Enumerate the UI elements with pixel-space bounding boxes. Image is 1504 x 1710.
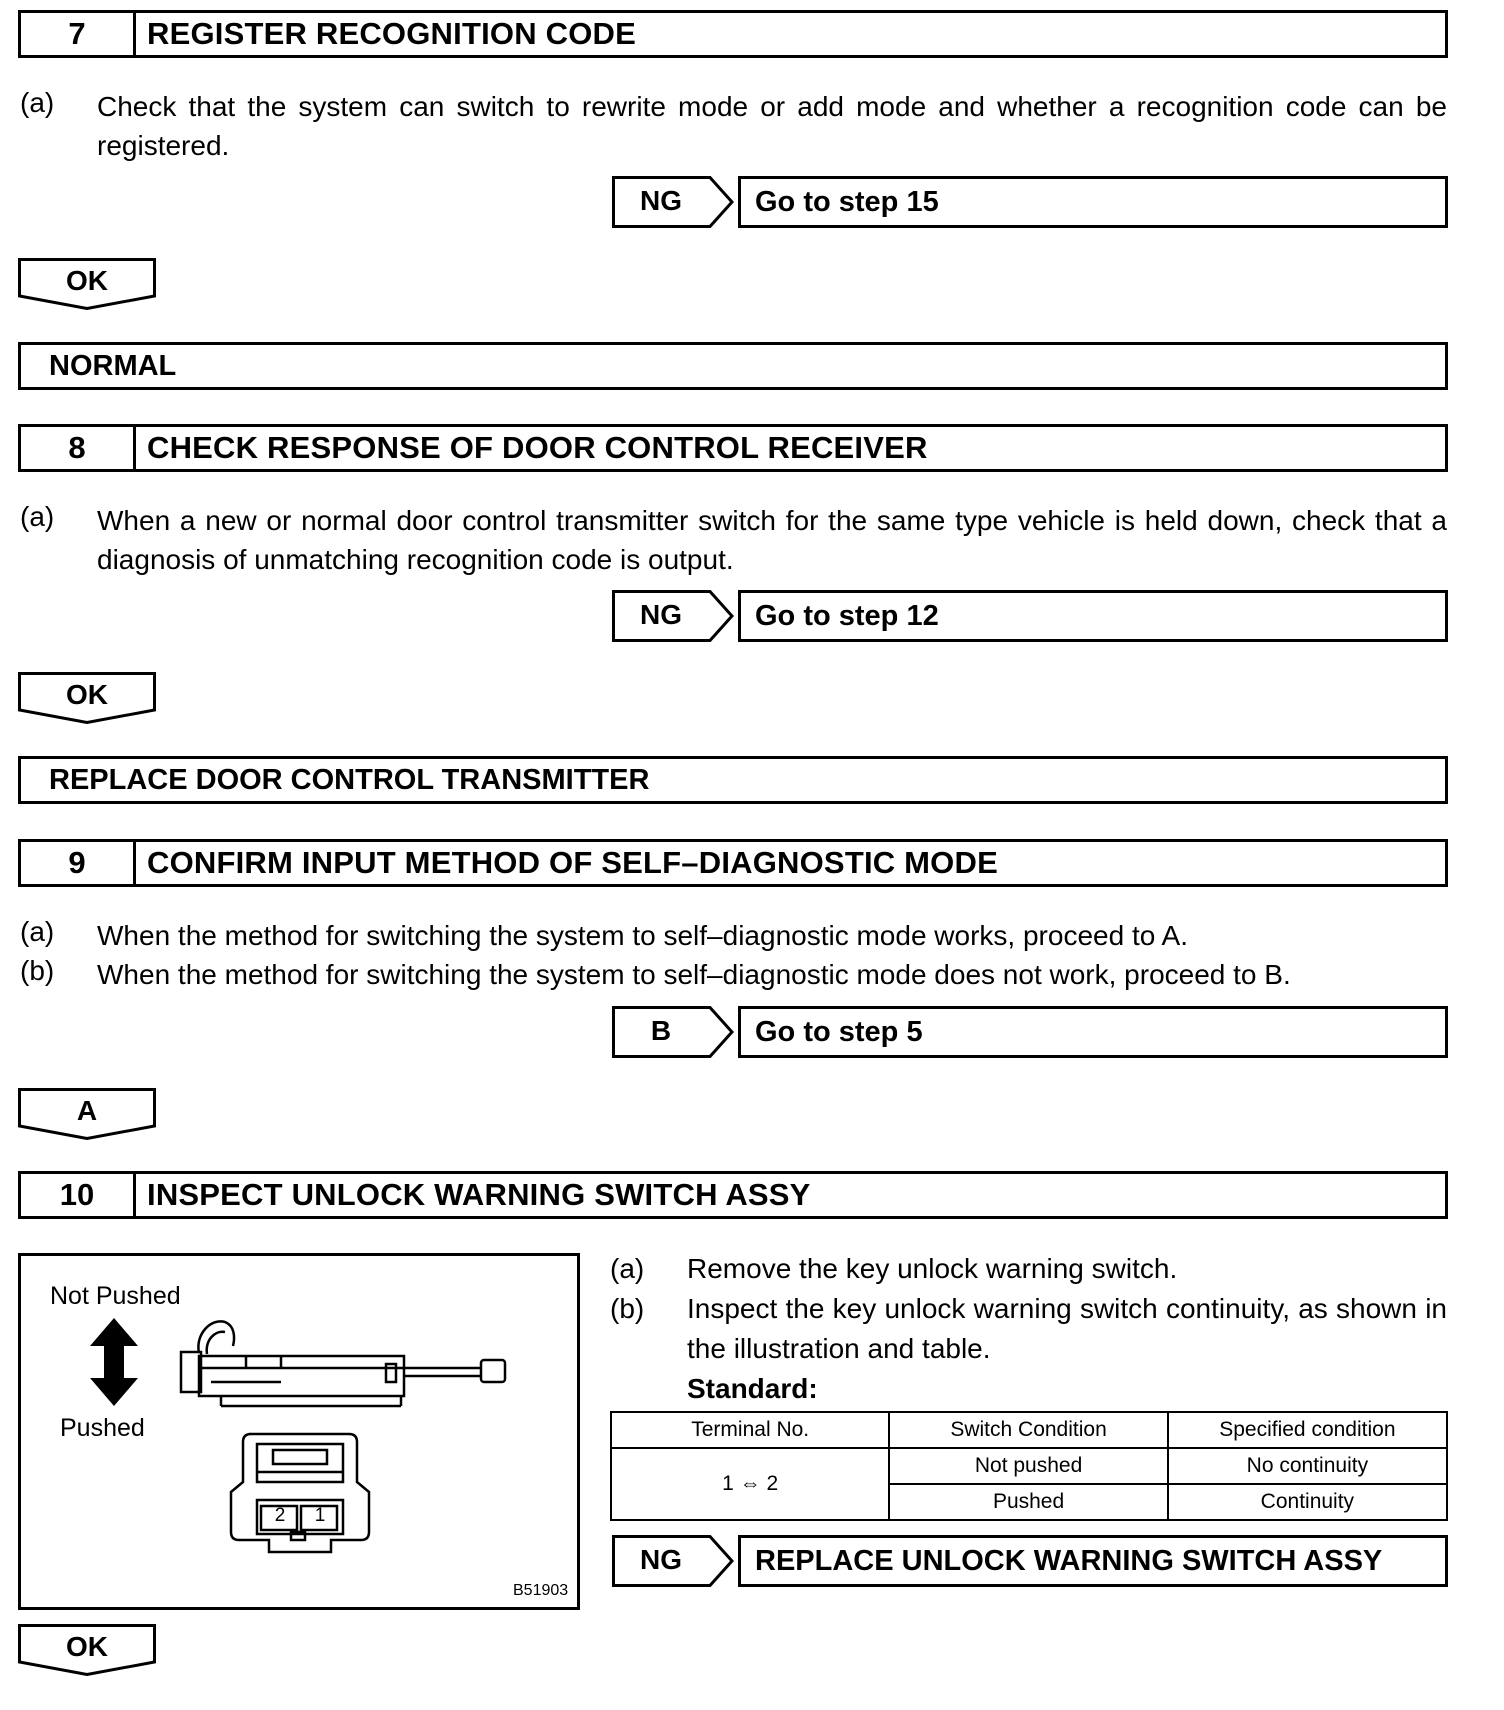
double-arrow-icon (90, 1318, 138, 1406)
ok-label: OK (66, 679, 108, 710)
step-10-header (18, 1171, 1448, 1219)
standard-label: Standard: (687, 1373, 818, 1404)
ng-label: NG (640, 1544, 682, 1575)
step-8-header (18, 424, 1448, 472)
table-cell: No continuity (1168, 1448, 1447, 1484)
step-number: 9 (21, 842, 136, 884)
item-label: (a) (20, 501, 55, 532)
pin-2-label: 2 (274, 1505, 286, 1526)
continuity-table (610, 1411, 1448, 1521)
figure-code: B51903 (513, 1582, 569, 1599)
step-title: CHECK RESPONSE OF DOOR CONTROL RECEIVER (147, 430, 928, 465)
item-label: (a) (20, 916, 55, 947)
terminal-cell: 1 ⇔ 2 (611, 1448, 889, 1520)
ng-result-box[interactable]: Go to step 15 (738, 176, 1448, 228)
item-label: (b) (20, 955, 55, 986)
pin-1-label: 1 (314, 1505, 326, 1526)
switch-illustration (18, 1253, 580, 1610)
table-header: Specified condition (1168, 1412, 1447, 1448)
table-header: Terminal No. (611, 1412, 889, 1448)
step-number: 10 (21, 1174, 136, 1216)
item-label: (b) (610, 1293, 645, 1324)
item-text: Check that the system can switch to rewrite mode or add mode and whether a recognition code can be registered. (97, 91, 1447, 161)
ng-label: NG (640, 185, 682, 216)
ng-result-box[interactable]: REPLACE UNLOCK WARNING SWITCH ASSY (738, 1535, 1448, 1587)
step-number: 7 (21, 13, 136, 55)
step-9-header (18, 839, 1448, 887)
item-label: (a) (20, 87, 55, 118)
b-result-box[interactable]: Go to step 5 (738, 1006, 1448, 1058)
switch-drawing-icon (21, 1256, 577, 1607)
step-title: INSPECT UNLOCK WARNING SWITCH ASSY (147, 1177, 811, 1212)
b-label: B (650, 1015, 672, 1046)
a-label: A (76, 1095, 98, 1126)
table-cell: Not pushed (889, 1448, 1167, 1484)
item-label: (a) (610, 1253, 645, 1284)
item-text: Inspect the key unlock warning switch continuity, as shown in the illustration and table. (687, 1293, 1447, 1364)
step-title: CONFIRM INPUT METHOD OF SELF–DIAGNOSTIC MODE (147, 845, 998, 880)
pushed-label: Pushed (60, 1414, 145, 1442)
ok-label: OK (66, 265, 108, 296)
table-header: Switch Condition (889, 1412, 1167, 1448)
result-box: NORMAL (18, 342, 1448, 390)
item-text: When the method for switching the system to self–diagnostic mode does not work, proceed to B. (97, 959, 1291, 990)
table-header-row (611, 1412, 1447, 1448)
not-pushed-label: Not Pushed (50, 1282, 181, 1310)
item-text: Remove the key unlock warning switch. (687, 1253, 1178, 1284)
item-text: When the method for switching the system to self–diagnostic mode works, proceed to A. (97, 920, 1188, 951)
ng-label: NG (640, 599, 682, 630)
table-cell: Continuity (1168, 1484, 1447, 1520)
step-7-header (18, 10, 1448, 58)
step-number: 8 (21, 427, 136, 469)
table-cell: Pushed (889, 1484, 1167, 1520)
ok-label: OK (66, 1631, 108, 1662)
result-box: REPLACE DOOR CONTROL TRANSMITTER (18, 756, 1448, 804)
item-text: When a new or normal door control transmitter switch for the same type vehicle is held down, check that a diagnosis of unmatching recognition code is output. (97, 505, 1447, 575)
step-title: REGISTER RECOGNITION CODE (147, 16, 636, 51)
ng-result-box[interactable]: Go to step 12 (738, 590, 1448, 642)
table-row (611, 1448, 1447, 1484)
